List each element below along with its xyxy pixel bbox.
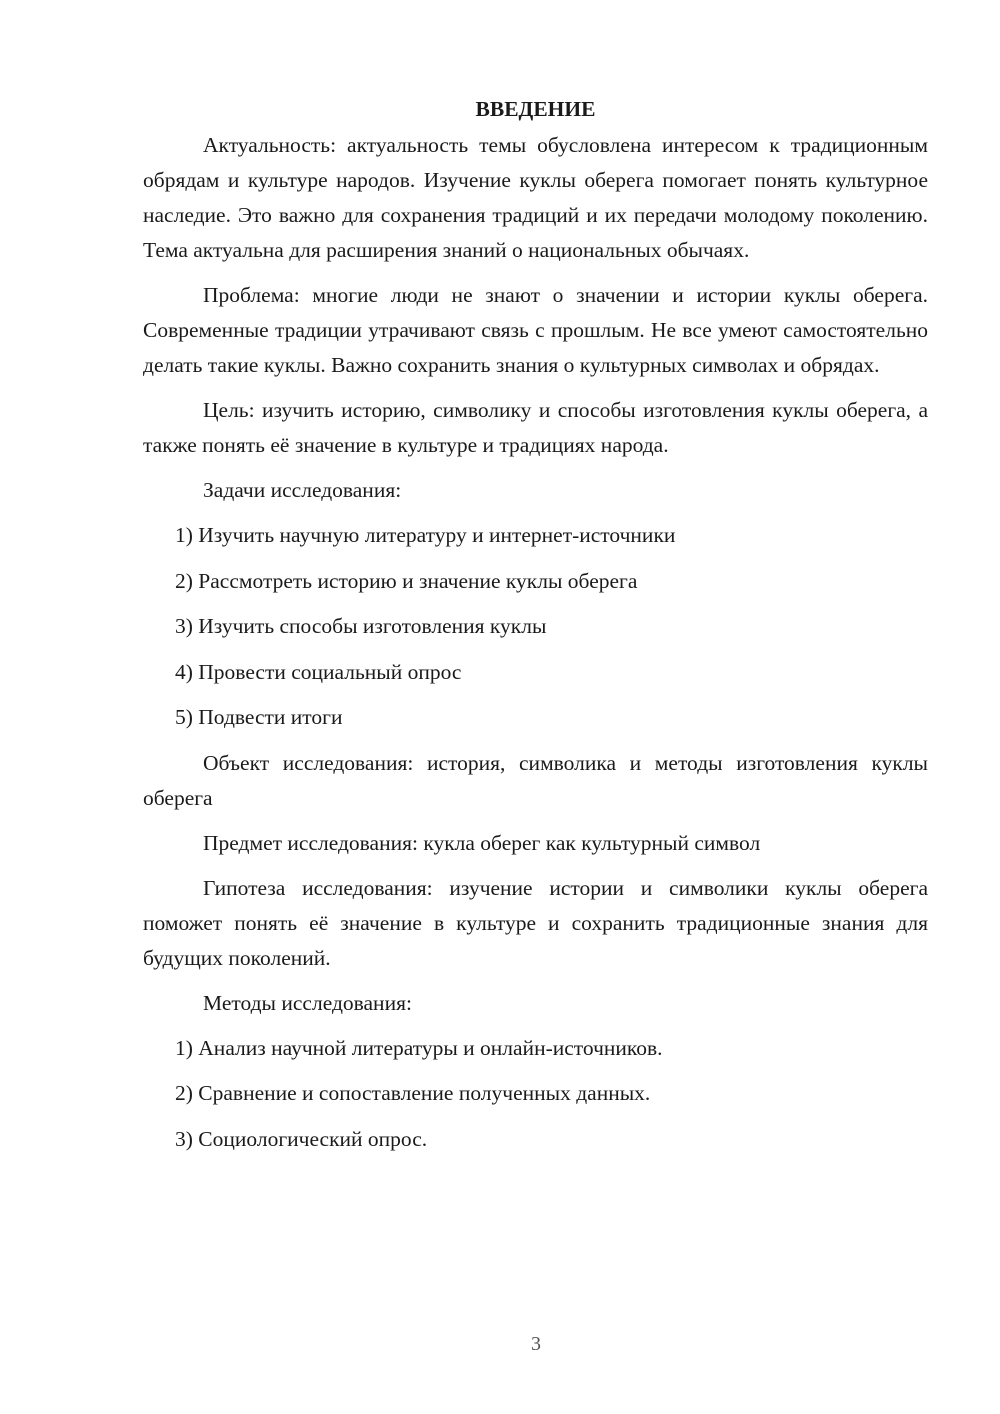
methods-list	[143, 1031, 928, 1157]
object-paragraph: Объект исследования: история, символика и методы изготовления куклы оберега	[143, 750, 928, 810]
list-item: 1) Изучить научную литературу и интернет-источники	[175, 523, 676, 547]
hypothesis-paragraph: Гипотеза исследования: изучение истории и символики куклы оберега поможет понять её значение в культуре и сохранить традиционные знания для будущих поколений.	[143, 875, 928, 970]
relevance-paragraph: Актуальность: актуальность темы обусловлена интересом к традиционным обрядам и культуре народов. Изучение куклы оберега помогает понять культурное наследие. Это важно для сохранения традиций и их передачи молодому поколению. Тема актуальна для расширения знаний о национальных обычаях.	[143, 133, 928, 262]
document-page	[143, 92, 928, 1167]
list-item: 3) Социологический опрос.	[175, 1126, 428, 1151]
page-number: 3	[531, 1333, 541, 1355]
tasks-list	[143, 518, 928, 735]
list-item: 5) Подвести итоги	[175, 705, 343, 729]
section-heading: ВВЕДЕНИЕ	[475, 97, 596, 121]
problem-paragraph: Проблема: многие люди не знают о значении и истории куклы оберега. Современные традиции утрачивают связь с прошлым. Не все умеют самостоятельно делать такие куклы. Важно сохранить знания о культурных символах и обрядах.	[143, 283, 928, 377]
list-item: 2) Рассмотреть историю и значение куклы оберега	[175, 568, 638, 593]
goal-paragraph: Цель: изучить историю, символику и способы изготовления куклы оберега, а также понять её значение в культуре и традициях народа.	[143, 398, 928, 457]
tasks-title: Задачи исследования:	[203, 478, 402, 502]
list-item: 2) Сравнение и сопоставление полученных данных.	[175, 1081, 651, 1105]
methods-title: Методы исследования:	[203, 990, 412, 1015]
list-item: 4) Провести социальный опрос	[175, 659, 462, 684]
subject-paragraph: Предмет исследования: кукла оберег как культурный символ	[203, 830, 761, 855]
list-item: 3) Изучить способы изготовления куклы	[175, 614, 547, 638]
list-item: 1) Анализ научной литературы и онлайн-источников.	[175, 1035, 663, 1060]
